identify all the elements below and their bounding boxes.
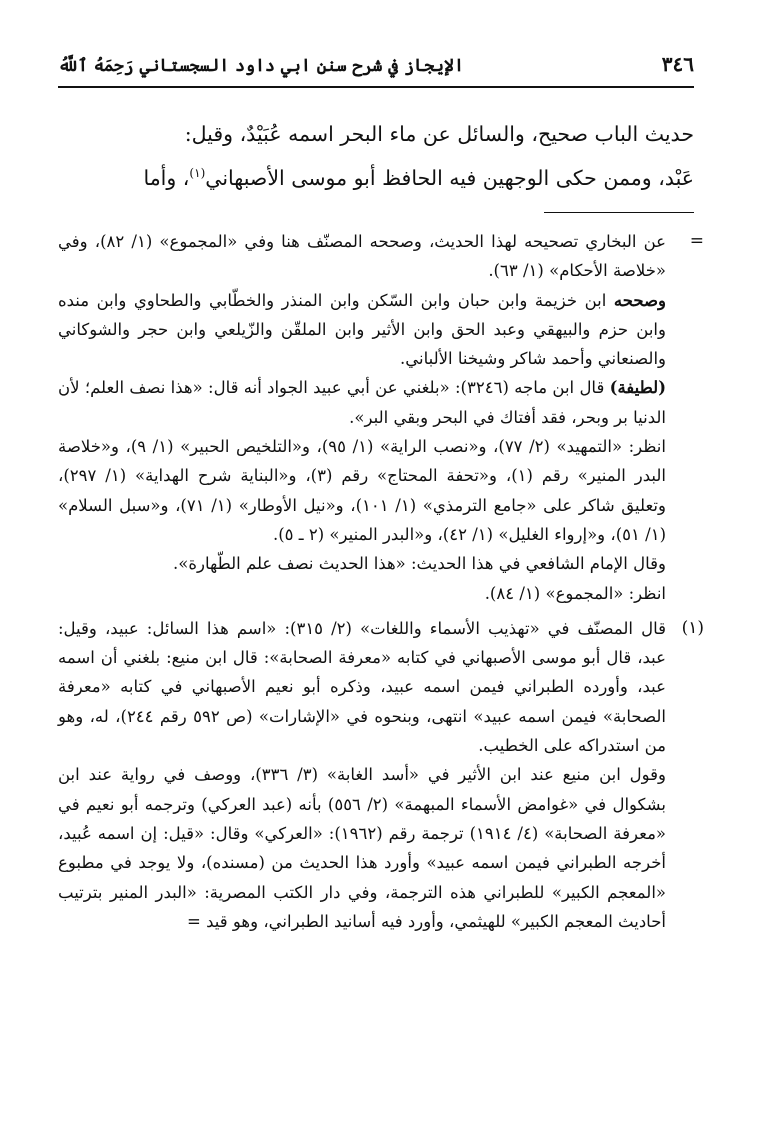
footnote-paragraph: [58, 286, 666, 374]
main-text-line: [58, 156, 694, 200]
book-page: [58, 52, 704, 936]
footnote-text: ابن خزيمة وابن حبان وابن السّكن وابن المنذر والخطّابي والطحاوي وابن منده وابن حزم والبيهقي وعبد الحق وابن الأثير وابن الملقّن والزّيلعي وابن حجر والشوكاني والصنعاني وأحمد شاكر وشيخنا الألباني.: [58, 290, 666, 369]
footnote-lead: وصححه: [613, 290, 666, 310]
footnote-text: قال ابن ماجه (٣٢٤٦): «بلغني عن أبي عبيد الجواد أنه قال: «هذا نصف العلم؛ لأن الدنيا بر وبحر، فقد أفتاك في البحر وبقي البر».: [58, 378, 666, 427]
main-text: [58, 112, 694, 200]
footnote-paragraph: وقال الإمام الشافعي في هذا الحديث: «هذا الحديث نصف علم الطّهارة».: [173, 554, 666, 574]
footnote-continued: [58, 227, 704, 608]
footnote-paragraph: انظر: «المجموع» (١/ ٨٤).: [484, 583, 666, 603]
continuation-marker: =: [689, 231, 704, 251]
footnote-paragraph: [58, 373, 666, 432]
running-title: الإيجاز في شرح سنن ابي داود السجستاني رَحِمَهُ ٱللَّهُ: [58, 56, 464, 76]
footnote-paragraph: عن البخاري تصحيحه لهذا الحديث، وصححه المصنّف هنا وفي «المجموع» (١/ ٨٢)، وفي «خلاصة الأحكام» (١/ ٦٣).: [58, 232, 666, 281]
main-text-fragment: ، وأما: [143, 166, 190, 190]
page-number: ٣٤٦: [661, 52, 694, 76]
main-text-line: حديث الباب صحيح، والسائل عن ماء البحر اسمه عُبَيْدٌ، وقيل:: [184, 122, 694, 146]
footnote-1: [58, 614, 704, 936]
footnote-paragraph: انظر: «التمهيد» (٢/ ٧٧)، و«نصب الراية» (١/ ٩٥)، و«التلخيص الحبير» (١/ ٩)، و«خلاصة البدر المنير» رقم (١)، و«تحفة المحتاج» رقم (٣)، و«البناية شرح الهداية» (١/ ٢٩٧)، وتعليق شاكر على «جامع الترمذي» (١/ ١٠١)، و«نيل الأوطار» (١/ ٧١)، و«سبل السلام» (١/ ٥١)، و«إرواء الغليل» (١/ ٤٢)، و«البدر المنير» (٢ ـ ٥).: [58, 437, 666, 544]
footnote-separator: [544, 212, 694, 213]
footnote-reference: (١): [189, 166, 206, 181]
footnote-paragraph: وقول ابن منيع عند ابن الأثير في «أسد الغابة» (٣/ ٣٣٦)، ووصف في رواية عند ابن بشكوال في «غوامض الأسماء المبهمة» (٢/ ٥٥٦) بأنه (عبد العركي) وترجمه أبو نعيم في «معرفة الصحابة» (٤/ ١٩١٤) ترجمة رقم (١٩٦٢): «العركي» وقال: «قيل: إن اسمه عُبيد، أخرجه الطبراني فيمن اسمه عبيد» وأورد هذا الحديث من (مسنده)، ولا يوجد في مطبوع «المعجم الكبير» للطبراني هذه الترجمة، وفي دار الكتب المصرية: «البدر المنير بترتيب أحاديث المعجم الكبير» للهيثمي، وأورد فيه أسانيد الطبراني، وهو قيد =: [58, 765, 667, 931]
footnote-number: (١): [681, 617, 704, 638]
main-text-fragment: عَبْد، وممن حكى الوجهين فيه الحافظ أبو موسى الأصبهاني: [205, 166, 694, 190]
footnote-paragraph: قال المصنّف في «تهذيب الأسماء واللغات» (٢/ ٣١٥): «اسم هذا السائل: عبيد، وقيل: عبد، قال أبو موسى الأصبهاني في كتابه «معرفة الصحابة»: قال ابن منيع: بلغني أن اسمه عبد، وأورده الطبراني فيمن اسمه عبيد، وذكره أبو نعيم الأصبهاني في كتابه «معرفة الصحابة» فيمن اسمه عبيد» انتهى، وبنحوه في «الإشارات» (ص ٥٩٢ رقم ٢٤٤)، له، وهو من استدراكه على الخطيب.: [58, 618, 666, 756]
footnote-lead: (لطيفة): [609, 378, 667, 398]
page-header: [58, 52, 694, 88]
